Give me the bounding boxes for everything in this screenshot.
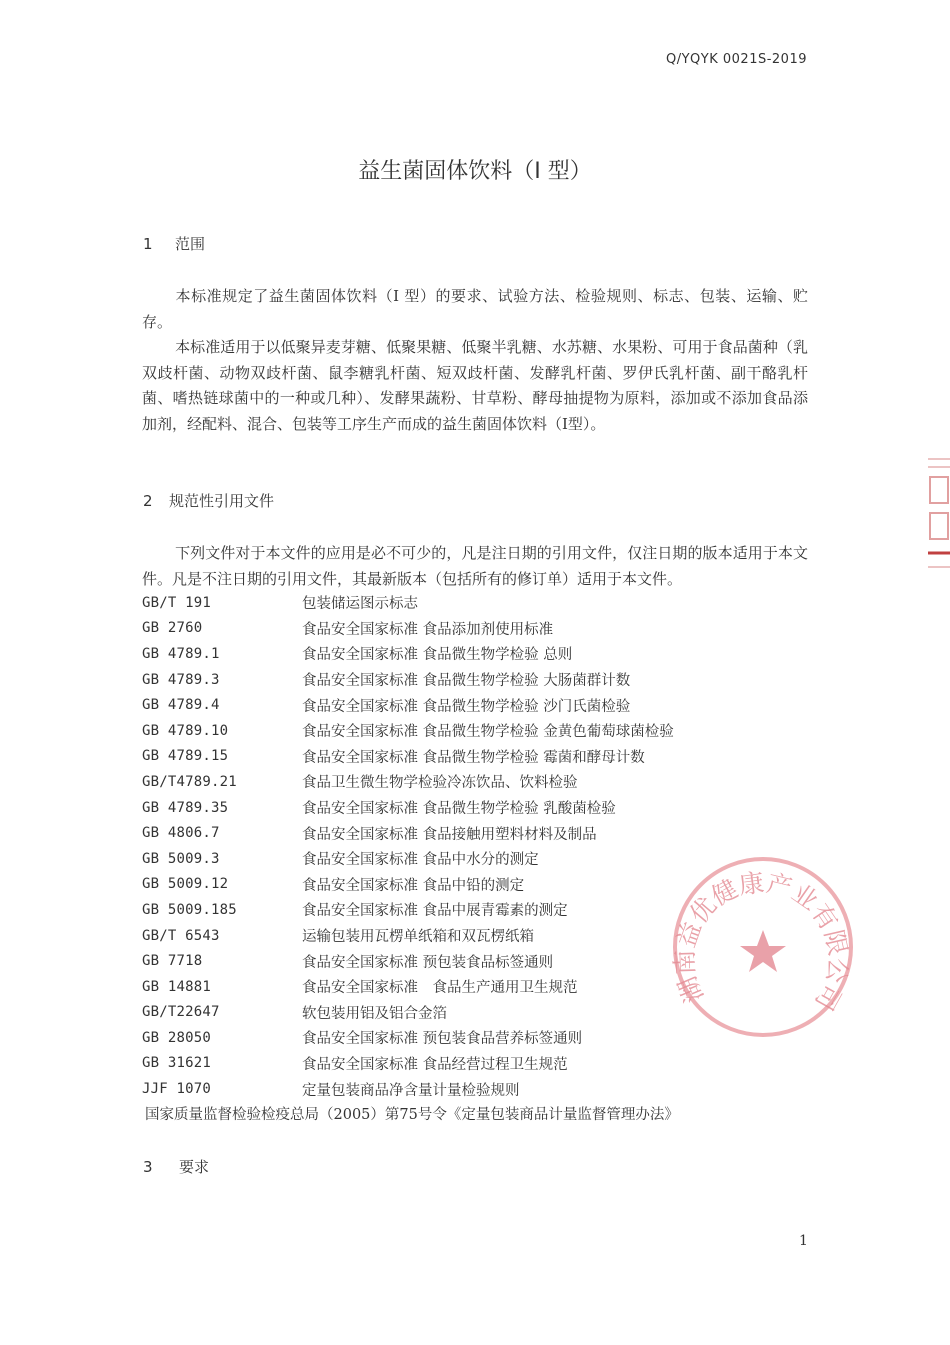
scope-paragraph-1: [142, 284, 808, 335]
reference-title: 食品安全国家标准 预包装食品标签通则: [302, 954, 554, 971]
reference-code: GB 7718: [142, 953, 203, 970]
reference-row: [142, 820, 822, 846]
reference-code: GB/T4789.21: [142, 773, 237, 790]
company-seal: [668, 852, 858, 1042]
reference-code: GB 4789.3: [142, 671, 220, 688]
reference-code: GB 4789.10: [142, 722, 229, 739]
reference-code: GB 31621: [142, 1055, 212, 1072]
reference-title: 包装储运图示标志: [302, 596, 418, 613]
reference-code: GB/T22647: [142, 1004, 220, 1021]
reference-title: 软包装用铝及铝合金箔: [302, 1005, 447, 1022]
reference-title: 食品安全国家标准 食品添加剂使用标准: [302, 621, 554, 638]
reference-title: 食品安全国家标准 食品中铅的测定: [302, 877, 525, 894]
reference-code: GB 4789.15: [142, 748, 229, 765]
section-2-number: 2: [143, 492, 153, 510]
reference-extra: 国家质量监督检验检疫总局（2005）第75号令《定量包装商品计量监督管理办法》: [145, 1107, 679, 1123]
reference-title: 食品卫生微生物学检验冷冻饮品、饮料检验: [302, 775, 578, 792]
reference-title: 食品安全国家标准 食品微生物学检验 金黄色葡萄球菌检验: [302, 724, 674, 741]
scope-paragraph-2: [142, 335, 808, 437]
reference-code: GB 28050: [142, 1029, 212, 1046]
reference-title: 食品安全国家标准 食品微生物学检验 大肠菌群计数: [302, 673, 631, 690]
reference-row: [142, 692, 822, 718]
reference-row: [142, 1076, 822, 1102]
section-3-title: 要求: [179, 1158, 210, 1176]
reference-title: 食品安全国家标准 食品中展青霉素的测定: [302, 903, 568, 920]
section-2-heading: [143, 490, 274, 511]
reference-code: GB 4806.7: [142, 825, 220, 842]
reference-row: [142, 744, 822, 770]
scope-paragraph-1-text: 本标准规定了益生菌固体饮料（I 型）的要求、试验方法、检验规则、标志、包装、运输、贮存。: [142, 287, 808, 331]
reference-row: [142, 590, 822, 616]
reference-row: [142, 616, 822, 642]
reference-row: [142, 641, 822, 667]
scope-paragraph-2-text: 本标准适用于以低聚异麦芽糖、低聚果糖、低聚半乳糖、水苏糖、水果粉、可用于食品菌种（乳双歧杆菌、动物双歧杆菌、鼠李糖乳杆菌、短双歧杆菌、发酵乳杆菌、罗伊氏乳杆菌、副干酪乳杆菌、嗜热链球菌中的一种或几种）、发酵果蔬粉、甘草粉、酵母抽提物为原料，添加或不添加食品添加剂，经配料、混合、包装等工序生产而成的益生菌固体饮料（I型）。: [142, 338, 808, 433]
reference-code: GB/T 191: [142, 594, 212, 611]
page-number: 1: [799, 1233, 808, 1249]
reference-title: 食品安全国家标准 预包装食品营养标签通则: [302, 1031, 583, 1048]
reference-code: GB 4789.35: [142, 799, 229, 816]
reference-code: GB 4789.1: [142, 645, 220, 662]
references-intro: [142, 541, 808, 592]
edge-fragment-icon: [922, 455, 950, 575]
reference-row: [142, 718, 822, 744]
reference-row: [142, 667, 822, 693]
reference-code: GB 5009.3: [142, 850, 220, 867]
reference-title: 食品安全国家标准 食品接触用塑料材料及制品: [302, 826, 597, 843]
section-1-heading: [143, 233, 205, 254]
reference-row: [142, 1051, 822, 1077]
reference-title: 食品安全国家标准 食品生产通用卫生规范: [302, 980, 578, 997]
reference-title: 食品安全国家标准 食品微生物学检验 沙门氏菌检验: [302, 698, 631, 715]
seal-text: 湖南益优健康产业有限公司: [669, 867, 854, 1016]
reference-code: GB/T 6543: [142, 927, 220, 944]
reference-code: GB 14881: [142, 978, 212, 995]
section-1-number: 1: [143, 235, 153, 253]
document-title: 益生菌固体饮料（I 型）: [358, 159, 592, 184]
reference-code: GB 5009.12: [142, 876, 229, 893]
standard-code: Q/YQYK 0021S-2019: [666, 52, 807, 67]
reference-title: 食品安全国家标准 食品中水分的测定: [302, 852, 539, 869]
reference-title: 定量包装商品净含量计量检验规则: [302, 1082, 520, 1099]
section-3-number: 3: [143, 1158, 153, 1176]
section-3-heading: [143, 1156, 209, 1177]
seal-star-icon: [740, 930, 786, 972]
reference-row: [142, 795, 822, 821]
reference-title: 食品安全国家标准 食品微生物学检验 乳酸菌检验: [302, 801, 616, 818]
reference-title: 食品安全国家标准 食品微生物学检验 霉菌和酵母计数: [302, 749, 645, 766]
reference-code: GB 2760: [142, 620, 203, 637]
reference-code: GB 4789.4: [142, 697, 220, 714]
reference-title: 运输包装用瓦楞单纸箱和双瓦楞纸箱: [302, 929, 534, 946]
section-2-title: 规范性引用文件: [169, 492, 275, 510]
reference-title: 食品安全国家标准 食品微生物学检验 总则: [302, 647, 573, 664]
reference-row: [142, 769, 822, 795]
reference-code: GB 5009.185: [142, 901, 237, 918]
section-1-title: 范围: [175, 235, 206, 253]
references-intro-text: 下列文件对于本文件的应用是必不可少的，凡是注日期的引用文件，仅注日期的版本适用于本文件。凡是不注日期的引用文件，其最新版本（包括所有的修订单）适用于本文件。: [142, 544, 808, 588]
reference-title: 食品安全国家标准 食品经营过程卫生规范: [302, 1056, 568, 1073]
reference-code: JJF 1070: [142, 1081, 212, 1098]
